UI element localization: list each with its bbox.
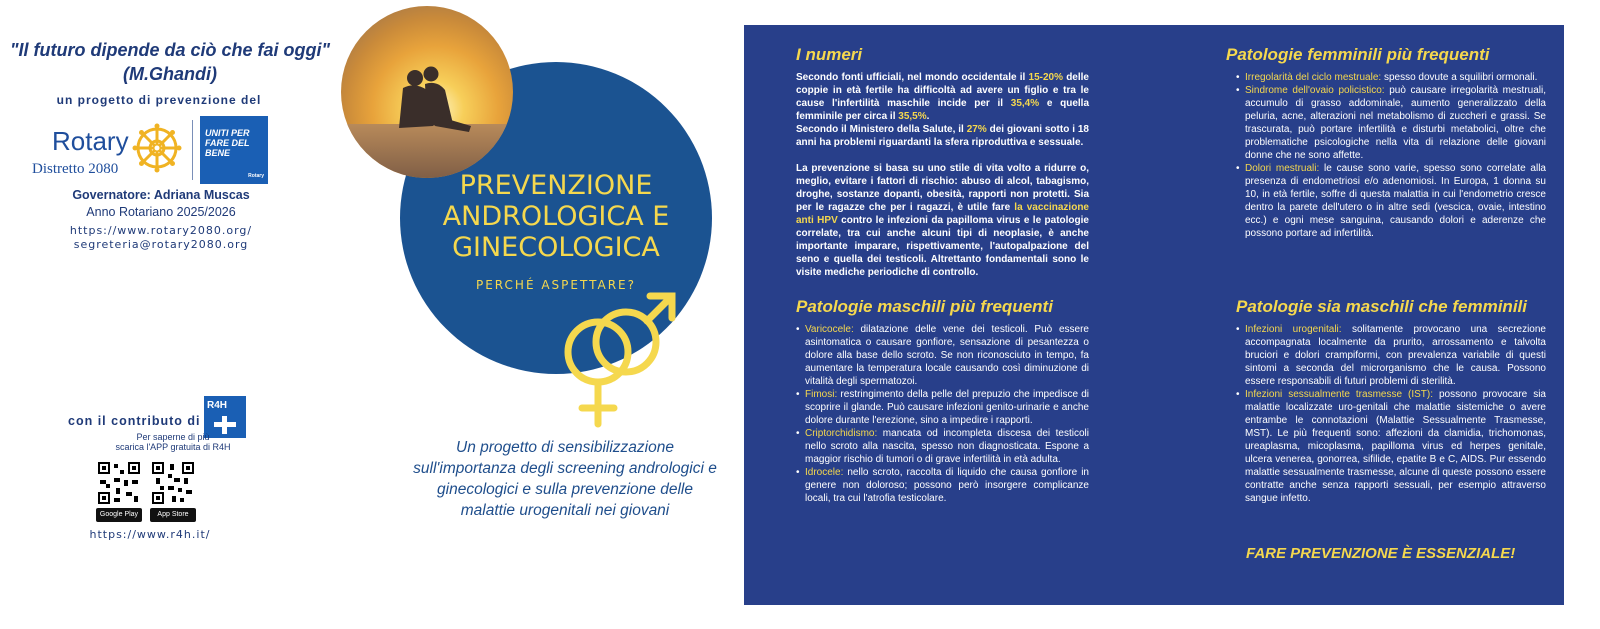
- numeri-paragraph-3: [796, 162, 1089, 279]
- item-text: spesso dovute a squilibri ormonali.: [1381, 72, 1538, 83]
- hpv-highlight: la vaccinazione anti HPV: [796, 202, 1089, 226]
- numeri-text: contro le infezioni da papilloma virus e le patologie correlate, tra cui anche alcuni tipi di neoplasie, è anche importante imparare, rispettivamente, l'autopalpazione del seno e quella dei testicoli. Altrettanto fondamentali sono le visite mediche periodiche di controllo.: [796, 215, 1089, 278]
- numeri-text: delle coppie in età fertile ha difficoltà ad avere un figlio e tra le cause l'infertilità maschile incide per il: [796, 72, 1089, 109]
- closing-slogan: FARE PREVENZIONE È ESSENZIALE!: [1246, 545, 1516, 562]
- info-panel: [744, 25, 1564, 605]
- item-term: Varicocele:: [805, 324, 854, 335]
- title-line-2: ANDROLOGICA E: [442, 201, 670, 232]
- list-item: [796, 466, 1089, 505]
- list-maschili: [796, 323, 1089, 505]
- numeri-text: Secondo il Ministero della Salute, il: [796, 124, 967, 135]
- app-info-line-1: Per saperne di più: [136, 432, 210, 442]
- stat-couples: 15-20%: [1028, 72, 1063, 83]
- email-link[interactable]: segreteria@rotary2080.org: [73, 238, 249, 251]
- item-text: dilatazione delle vene dei testicoli. Può essere asintomatica o causare gonfiore, sensazione di pesantezza o dolore alla base dello scroto. Se non riconosciuto in tempo, fa aumentare la temperatura locale causando così diminuzione di vitalità degli spermatozoi.: [805, 324, 1089, 387]
- qr-pattern-icon: [96, 460, 142, 506]
- title-line-3: GINECOLOGICA: [452, 232, 660, 263]
- subtitle: PERCHÉ ASPETTARE?: [475, 278, 637, 292]
- item-term: Fimosi:: [805, 389, 838, 400]
- item-text: restringimento della pelle del prepuzio che impedisce di scoprire il glande. Può causare infezioni genito-urinarie e anche dolore durante l'erezione, sino a impedire i rapporti.: [805, 389, 1089, 426]
- stat-young: 27%: [966, 124, 987, 135]
- item-text: nello scroto, raccolta di liquido che causa gonfiore in genere non doloroso; possono però insorgere complicanze locali, tra cui l'atrofia testicolare.: [805, 467, 1089, 504]
- app-info: [58, 432, 288, 452]
- rotary-wheel-icon: [132, 123, 182, 173]
- uniti-logo-text: UNITI PER FARE DEL BENE: [205, 128, 250, 158]
- item-term: Irregolarità del ciclo mestruale:: [1245, 72, 1382, 83]
- qr-code-app-store[interactable]: [150, 460, 196, 506]
- title-line-1: PREVENZIONE: [459, 170, 653, 201]
- numeri-text: e quella femminile per circa il: [796, 98, 1090, 122]
- list-item: [796, 323, 1089, 388]
- rotary-wordmark: Rotary: [52, 126, 129, 156]
- list-item: [1236, 84, 1546, 162]
- list-item: [1236, 388, 1546, 505]
- list-femminili: [1236, 71, 1546, 240]
- item-text: può causare irregolarità mestruali, accumulo di grasso addominale, aumento generalizzato della peluria, acne, alterazioni nel metabolismo di zuccheri e grassi. Se trascurata, può portare infertilità e disturbi metabolici, oltre che problematiche psicologiche nella vita di relazione delle giovani donne che ne sono affette.: [1245, 85, 1546, 161]
- tagline: Un progetto di sensibilizzazione sull'importanza degli screening andrologici e ginecologici e sulla prevenzione delle malattie urogenitali nei giovani: [413, 439, 717, 519]
- list-entrambi: [1236, 323, 1546, 505]
- item-term: Sindrome dell'ovaio policistico:: [1245, 85, 1385, 96]
- heading-entrambi: Patologie sia maschili che femminili: [1236, 297, 1527, 316]
- list-item: [796, 388, 1089, 427]
- list-item: [1236, 71, 1546, 84]
- district-label: Distretto 2080: [32, 161, 119, 177]
- rotary-year: Anno Rotariano 2025/2026: [86, 205, 236, 219]
- contribution-label: con il contributo di: [68, 414, 201, 428]
- stat-female: 35,5%: [898, 111, 927, 122]
- governor: Governatore: Adriana Muscas: [72, 188, 250, 202]
- heading-femminili: Patologie femminili più frequenti: [1226, 45, 1490, 64]
- item-text: solitamente provocano una secrezione accompagnata localmente da prurito, arrossamento e talvolta bruciori e dolori crampiformi, con prevalenza variabile di questi sintomi a seconda del microrganismo che le causa. Possono essere responsabili di futuri problemi di sterilità.: [1245, 324, 1546, 387]
- numeri-paragraph-1: [796, 71, 1089, 123]
- item-text: mancata od incompleta discesa dei testicoli nello scroto alla nascita, spesso non diagnosticata. Espone a maggior rischio di tumori o di grave infertilità in età adulta.: [805, 428, 1089, 465]
- item-text: possono provocare sia malattie localizzate uro-genitali che malattie sistemiche o avere entrambe le connotazioni (Malattie Sessualmente Trasmesse, MST). Le più frequenti sono: affezioni da clamidia, trichomonas, ureaplasma, micoplasma, papilloma virus ed herpes genitale, ulcera venerea, gonorrea, sifilide, epatite B e C, AIDS. Pur essendo malattie sessualmente trasmesse, alcune di queste possono essere contratte anche senza rapporti sessuali, per esempio attraverso sangue infetto.: [1245, 389, 1546, 504]
- quote: [0, 38, 340, 86]
- item-term: Criptorchidismo:: [805, 428, 878, 439]
- item-term: Infezioni urogenitali:: [1245, 324, 1342, 335]
- logo-divider: [192, 120, 193, 180]
- google-play-badge[interactable]: Google Play: [96, 508, 142, 522]
- heading-maschili: Patologie maschili più frequenti: [796, 297, 1053, 316]
- qr-pattern-icon: [150, 460, 196, 506]
- couple-sunset-photo: [341, 6, 513, 178]
- item-term: Dolori mestruali:: [1245, 163, 1320, 174]
- project-label: un progetto di prevenzione del: [56, 93, 262, 107]
- numeri-text: .: [926, 111, 930, 122]
- rotary-url[interactable]: https://www.rotary2080.org/: [69, 224, 253, 237]
- uniti-logo-mark: Rotary: [248, 173, 264, 179]
- quote-author: (M.Ghandi): [123, 64, 217, 84]
- r4h-url[interactable]: https://www.r4h.it/: [89, 528, 211, 541]
- numeri-text: Secondo fonti ufficiali, nel mondo occidentale il: [796, 72, 1029, 83]
- couple-silhouette-icon: [341, 6, 513, 178]
- uniti-per-fare-del-bene-logo: [200, 116, 268, 184]
- qr-code-google-play[interactable]: [96, 460, 142, 506]
- main-title: [400, 170, 712, 263]
- list-item: [1236, 162, 1546, 240]
- app-info-line-2: scarica l'APP gratuita di R4H: [115, 442, 231, 452]
- r4h-logo-text: R4H: [207, 400, 228, 411]
- left-panel: [0, 0, 340, 629]
- numeri-text: La prevenzione si basa su uno stile di vita volto a ridurre o, meglio, evitare i fattori di rischio: abuso di alcol, tabagismo, droghe, sostanze dopanti, obesità, rapporti non protetti. Sia per le ragazze che per i ragazzi, è utile fare: [796, 163, 1089, 213]
- numeri-text: dei giovani sotto i 18 anni ha problemi riguardanti la sfera riproduttiva e sessuale.: [796, 124, 1089, 148]
- app-store-badge[interactable]: App Store: [150, 508, 196, 522]
- quote-line-1: "Il futuro dipende da ciò che fai oggi": [9, 40, 331, 60]
- list-item: [1236, 323, 1546, 388]
- item-term: Idrocele:: [805, 467, 844, 478]
- list-item: [796, 427, 1089, 466]
- gender-symbols-icon: [560, 290, 680, 430]
- rotary-logo: [30, 116, 280, 186]
- numeri-paragraph-2: [796, 123, 1089, 149]
- item-term: Infezioni sessualmente trasmesse (IST):: [1245, 389, 1433, 400]
- item-text: le cause sono varie, spesso sono correlate alla presenza di endometriosi e/o adenomiosi. In Europa, 1 donna su 10, in età fertile, soffre di questa malattia in cui l'endometrio cresce dentro la parete dell'utero o in altre sedi (vescica, ovaie, intestino ecc.) e ogni mese sanguina, causando dolori e aderenze che possono portare ad infertilità.: [1245, 163, 1546, 239]
- stat-male: 35,4%: [1010, 98, 1040, 109]
- heading-numeri: I numeri: [796, 45, 863, 64]
